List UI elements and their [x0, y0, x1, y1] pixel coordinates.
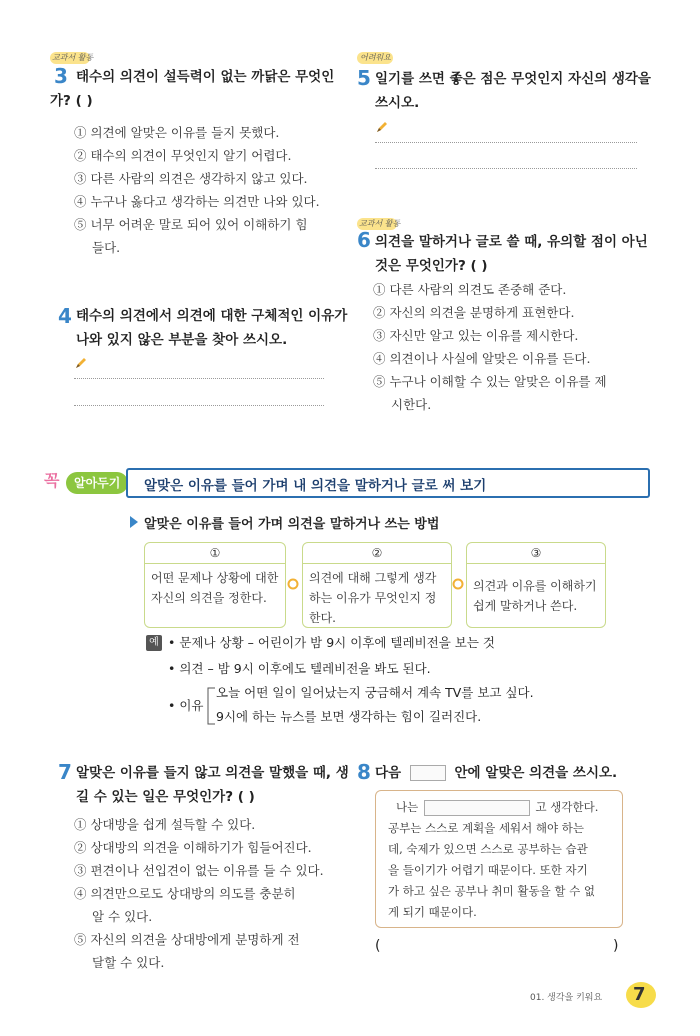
option-item[interactable]: ② 자신의 의견을 분명하게 표현한다. [373, 305, 575, 320]
step-box-1 [144, 542, 286, 628]
page-footer [520, 982, 680, 1012]
option-list [74, 121, 354, 259]
step-box-3 [466, 542, 606, 628]
option-item[interactable]: ② 태수의 의견이 무엇인지 알기 어렵다. [74, 148, 292, 163]
step-number: ② [303, 543, 451, 564]
answer-paren-close: ) [613, 938, 619, 954]
question-number: 8 [357, 760, 371, 784]
answer-field[interactable] [389, 948, 609, 949]
page-number: 7 [633, 984, 646, 1005]
step-number: ① [145, 543, 285, 564]
badge-text-a: 꼭 [44, 471, 60, 490]
blank-box [410, 765, 446, 781]
bullet-icon [128, 516, 138, 528]
passage-line: 게 되기 때문이다. [388, 905, 477, 919]
passage-after: 고 생각한다. [535, 800, 599, 814]
option-item[interactable]: ① 다른 사람의 의견도 존중해 준다. [373, 282, 567, 297]
question-number: 3 [54, 64, 68, 88]
option-item-continued: 달할 수 있다. [92, 955, 165, 970]
option-item[interactable]: ① 상대방을 쉽게 설득할 수 있다. [74, 817, 256, 832]
question-prefix: 다음 [375, 765, 402, 781]
question-text [76, 304, 361, 352]
question-line: 것은 무엇인가? ( ) [375, 258, 488, 274]
answer-blank[interactable] [424, 800, 530, 816]
bracket-icon [204, 686, 216, 726]
method-heading: 알맞은 이유를 들어 가며 의견을 말하거나 쓰는 방법 [144, 517, 440, 532]
answer-paren-open: ( [375, 938, 381, 954]
question-text [375, 230, 660, 278]
answer-line[interactable] [74, 378, 324, 379]
question-line: 길 수 있는 일은 무엇인가? ( ) [76, 789, 255, 805]
option-item[interactable]: ④ 누구나 옳다고 생각하는 의견만 나와 있다. [74, 194, 320, 209]
passage-line: 공부는 스스로 계획을 세워서 해야 하는 [388, 821, 585, 835]
question-number: 6 [357, 228, 371, 252]
step-text: 의견에 대해 그렇게 생각하는 이유가 무엇인지 정한다. [309, 571, 437, 625]
question-line: 태수의 의견에서 의견에 대한 구체적인 이유가 [76, 308, 348, 324]
answer-line[interactable] [375, 168, 637, 169]
step-arrow-icon [287, 578, 299, 590]
question-text [50, 65, 356, 113]
question-line: 알맞은 이유를 들지 않고 의견을 말했을 때, 생 [76, 765, 349, 781]
option-item[interactable]: ⑤ 너무 어려운 말로 되어 있어 이해하기 힘 [74, 217, 308, 232]
example-label-icon: 예 [146, 635, 162, 651]
passage-start: 나는 [396, 800, 419, 814]
question-line: 의견을 말하거나 글로 쓸 때, 유의할 점이 아닌 [375, 234, 648, 250]
question-number: 7 [58, 760, 72, 784]
example-reason: 9시에 하는 뉴스를 보면 생각하는 힘이 길러진다. [216, 709, 482, 724]
step-arrow-icon [452, 578, 464, 590]
tag-label: 교과서 활동 [52, 53, 94, 62]
option-list [74, 813, 359, 974]
option-item[interactable]: ⑤ 자신의 의견을 상대방에게 분명하게 전 [74, 932, 300, 947]
option-item[interactable]: ② 상대방의 의견을 이해하기가 힘들어진다. [74, 840, 312, 855]
passage-line: 을 들이기가 어렵기 때문이다. 또한 자기 [388, 863, 588, 877]
option-item[interactable]: ③ 다른 사람의 의견은 생각하지 않고 있다. [74, 171, 308, 186]
banner-title-box [126, 468, 650, 498]
question-line: 태수의 의견이 설득력이 없는 까닭은 무엇인 [76, 69, 335, 85]
answer-line[interactable] [375, 142, 637, 143]
option-item-continued: 들다. [92, 240, 121, 255]
question-text [375, 761, 660, 785]
pencil-icon [375, 120, 389, 134]
question-line: 나와 있지 않은 부분을 찾아 쓰시오. [76, 332, 288, 348]
question-number: 5 [357, 66, 371, 90]
answer-line[interactable] [74, 405, 324, 406]
passage-line: 데, 숙제가 있으면 스스로 공부하는 습관 [388, 842, 588, 856]
passage-line: 가 하고 싶은 공부나 취미 활동을 할 수 없 [388, 884, 595, 898]
question-suffix: 안에 알맞은 의견을 쓰시오. [454, 765, 618, 781]
step-text: 의견과 이유를 이해하기 쉽게 말하거나 쓴다. [473, 579, 597, 613]
option-item[interactable]: ① 의견에 알맞은 이유를 들지 못했다. [74, 125, 280, 140]
option-item-continued: 시한다. [391, 397, 432, 412]
banner-title: 알맞은 이유를 들어 가며 내 의견을 말하거나 글로 써 보기 [144, 478, 487, 494]
example-opinion: • 의견 – 밤 9시 이후에도 텔레비전을 봐도 된다. [168, 661, 431, 676]
tag-label: 교과서 활동 [359, 219, 401, 228]
option-item-continued: 알 수 있다. [92, 909, 153, 924]
example-reason-label: • 이유 [168, 698, 204, 713]
chapter-label: 01. 생각을 키워요 [530, 993, 603, 1003]
step-text: 어떤 문제나 상황에 대한 자신의 의견을 정한다. [151, 571, 279, 605]
question-text [375, 67, 660, 115]
example-problem: • 문제나 상황 – 어린이가 밤 9시 이후에 텔레비전을 보는 것 [168, 635, 495, 650]
question-text [76, 761, 361, 809]
key-concept-banner [40, 464, 652, 500]
example-reason: 오늘 어떤 일이 일어났는지 궁금해서 계속 TV를 보고 싶다. [216, 685, 534, 700]
example-section [146, 632, 616, 732]
option-item[interactable]: ③ 편견이나 선입견이 없는 이유를 들 수 있다. [74, 863, 324, 878]
badge-text-b: 알아두기 [66, 472, 128, 494]
step-box-2 [302, 542, 452, 628]
question-line: 일기를 쓰면 좋은 점은 무엇인지 자신의 생각을 [375, 71, 651, 87]
option-item[interactable]: ⑤ 누구나 이해할 수 있는 알맞은 이유를 제 [373, 374, 607, 389]
option-list [373, 278, 658, 416]
passage-box [375, 790, 623, 928]
option-item[interactable]: ④ 의견이나 사실에 알맞은 이유를 든다. [373, 351, 591, 366]
pencil-icon [74, 356, 88, 370]
question-number: 4 [58, 304, 72, 328]
question-line: 쓰시오. [375, 95, 420, 111]
step-number: ③ [467, 543, 605, 564]
passage-text [388, 797, 620, 923]
tag-label: 어려워요 [360, 53, 391, 62]
option-item[interactable]: ③ 자신만 알고 있는 이유를 제시한다. [373, 328, 579, 343]
banner-badge [40, 464, 130, 500]
option-item[interactable]: ④ 의견만으로도 상대방의 의도를 충분히 [74, 886, 296, 901]
question-line: 가? ( ) [50, 93, 93, 109]
